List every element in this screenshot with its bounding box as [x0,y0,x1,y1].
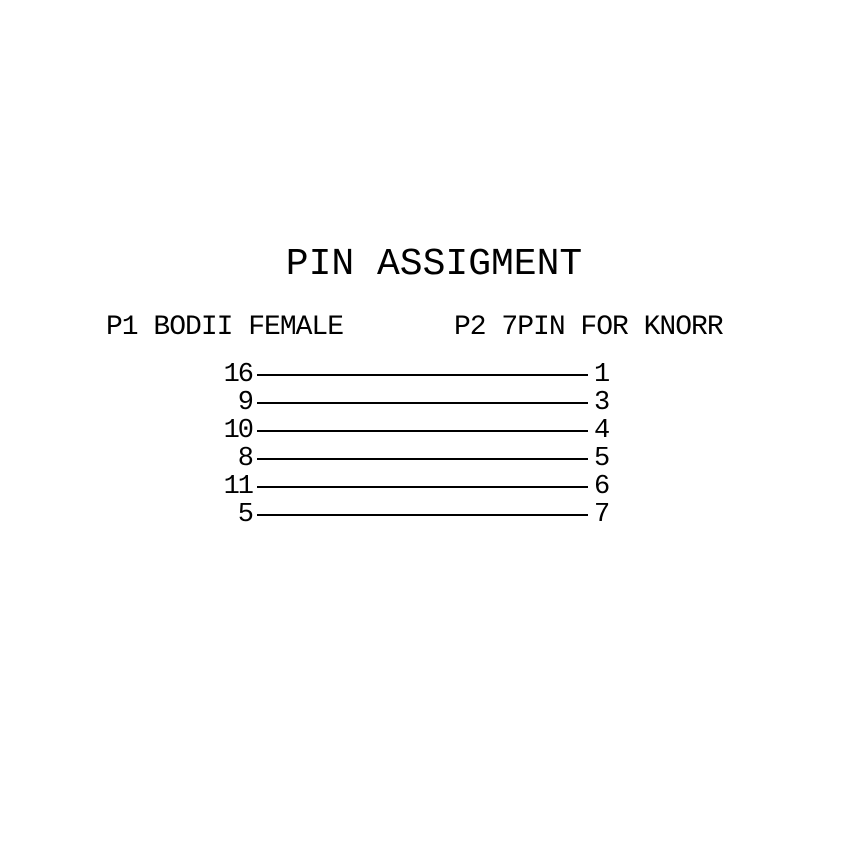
pin-from: 16 [223,359,252,390]
pin-to: 7 [594,499,609,530]
wire-line [257,430,588,432]
pin-row [200,389,632,417]
connector-p2-label: P2 7PIN FOR KNORR [454,312,723,343]
connector-p1-label: P1 BODII FEMALE [106,312,344,343]
pin-map-table [200,361,632,529]
pin-from: 9 [237,387,252,418]
pin-from: 5 [237,499,252,530]
pin-to: 4 [594,415,609,446]
pin-to: 3 [594,387,609,418]
wire-line [257,402,588,404]
pin-row [200,417,632,445]
wire-line [257,458,588,460]
pin-from: 10 [223,415,252,446]
wire-line [257,514,588,516]
pin-from: 11 [223,471,252,502]
wire-line [257,486,588,488]
pin-to: 1 [594,359,609,390]
pin-row [200,473,632,501]
pin-from: 8 [237,443,252,474]
pin-to: 5 [594,443,609,474]
pin-row [200,501,632,529]
page-title: PIN ASSIGMENT [285,243,583,286]
pin-row [200,445,632,473]
pin-row [200,361,632,389]
wire-line [257,374,588,376]
pin-to: 6 [594,471,609,502]
